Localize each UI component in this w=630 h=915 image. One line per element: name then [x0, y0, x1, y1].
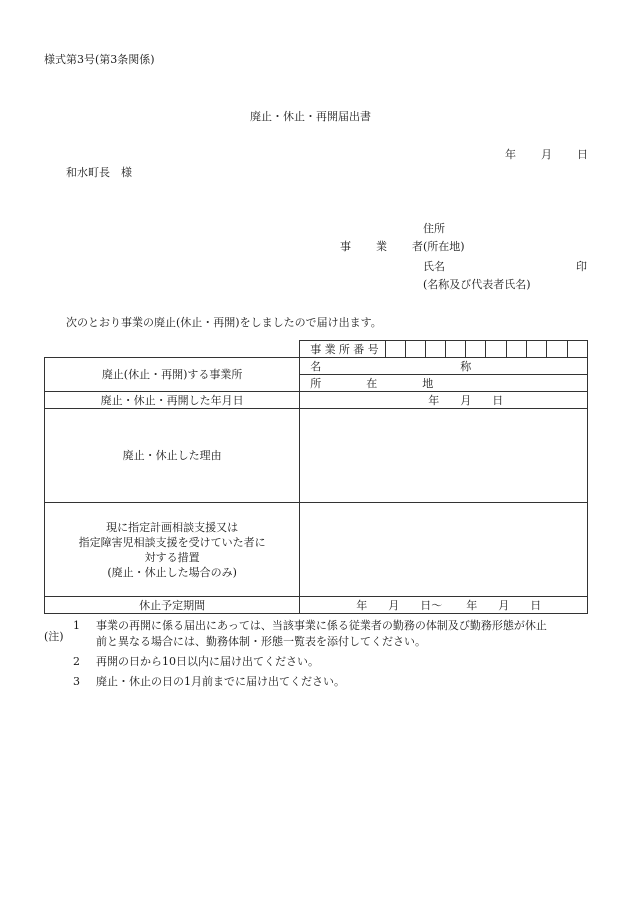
- reason-label: 廃止・休止した理由: [45, 409, 300, 503]
- date-label: 廃止・休止・再開した年月日: [45, 392, 300, 409]
- measures-label: 現に指定計画相談支援又は 指定障害児相談支援を受けていた者に 対する措置 (廃止・休止した場合のみ): [45, 503, 300, 597]
- role-label-2: 業: [376, 240, 387, 253]
- intro-text: 次のとおり事業の廃止(休止・再開)をしましたので届け出ます。: [66, 316, 382, 329]
- seal-mark: 印: [576, 260, 587, 273]
- office-number-digit[interactable]: [567, 341, 587, 358]
- date-month: 月: [541, 148, 552, 161]
- date-year: 年: [505, 148, 516, 161]
- office-number-digit[interactable]: [526, 341, 546, 358]
- period-label: 休止予定期間: [45, 597, 300, 614]
- office-number-digit[interactable]: [445, 341, 465, 358]
- office-number-digit[interactable]: [506, 341, 526, 358]
- location-label: (所在地): [423, 240, 465, 253]
- office-number-label: 事 業 所 番 号: [300, 341, 385, 358]
- form-number: 様式第3号(第3条関係): [44, 53, 155, 66]
- office-number-digit[interactable]: [486, 341, 506, 358]
- office-number-digit[interactable]: [547, 341, 567, 358]
- date-day: 日: [577, 148, 588, 161]
- document-title: 廃止・休止・再開届出書: [250, 110, 371, 123]
- date-field[interactable]: 年 月 日: [300, 392, 588, 409]
- notes-head: (注): [44, 630, 64, 643]
- role-label-1: 事: [340, 240, 351, 253]
- note-item: 3 廃止・休止の日の1月前までに届け出てください。: [73, 675, 345, 688]
- office-number-digit[interactable]: [465, 341, 485, 358]
- note-item: 1 事業の再開に係る届出にあっては、当該事業に係る従業者の勤務の体制及び勤務形態が休止 前と異なる場合には、勤務体制・形態一覧表を添付してください。: [73, 619, 547, 648]
- office-number-digit[interactable]: [426, 341, 445, 358]
- notes-section: [44, 618, 592, 690]
- addressee: 和水町長 様: [66, 166, 132, 179]
- office-number-digit[interactable]: [385, 341, 405, 358]
- blank-cell: [45, 341, 300, 358]
- name-note: (名称及び代表者氏名): [423, 278, 531, 291]
- name-label: 氏名: [423, 260, 445, 273]
- address-label: 住所: [423, 222, 445, 235]
- office-name-field[interactable]: 名 称: [300, 358, 588, 375]
- role-label-3: 者: [412, 240, 423, 253]
- office-label: 廃止(休止・再開)する事業所: [45, 358, 300, 392]
- period-field[interactable]: 年 月 日〜 年 月 日: [300, 597, 588, 614]
- note-item: 2 再開の日から10日以内に届け出てください。: [73, 655, 319, 668]
- office-location-field[interactable]: 所 在 地: [300, 375, 588, 392]
- reason-field[interactable]: [300, 409, 588, 503]
- measures-field[interactable]: [300, 503, 588, 597]
- office-number-digit[interactable]: [405, 341, 425, 358]
- form-table: [44, 340, 588, 614]
